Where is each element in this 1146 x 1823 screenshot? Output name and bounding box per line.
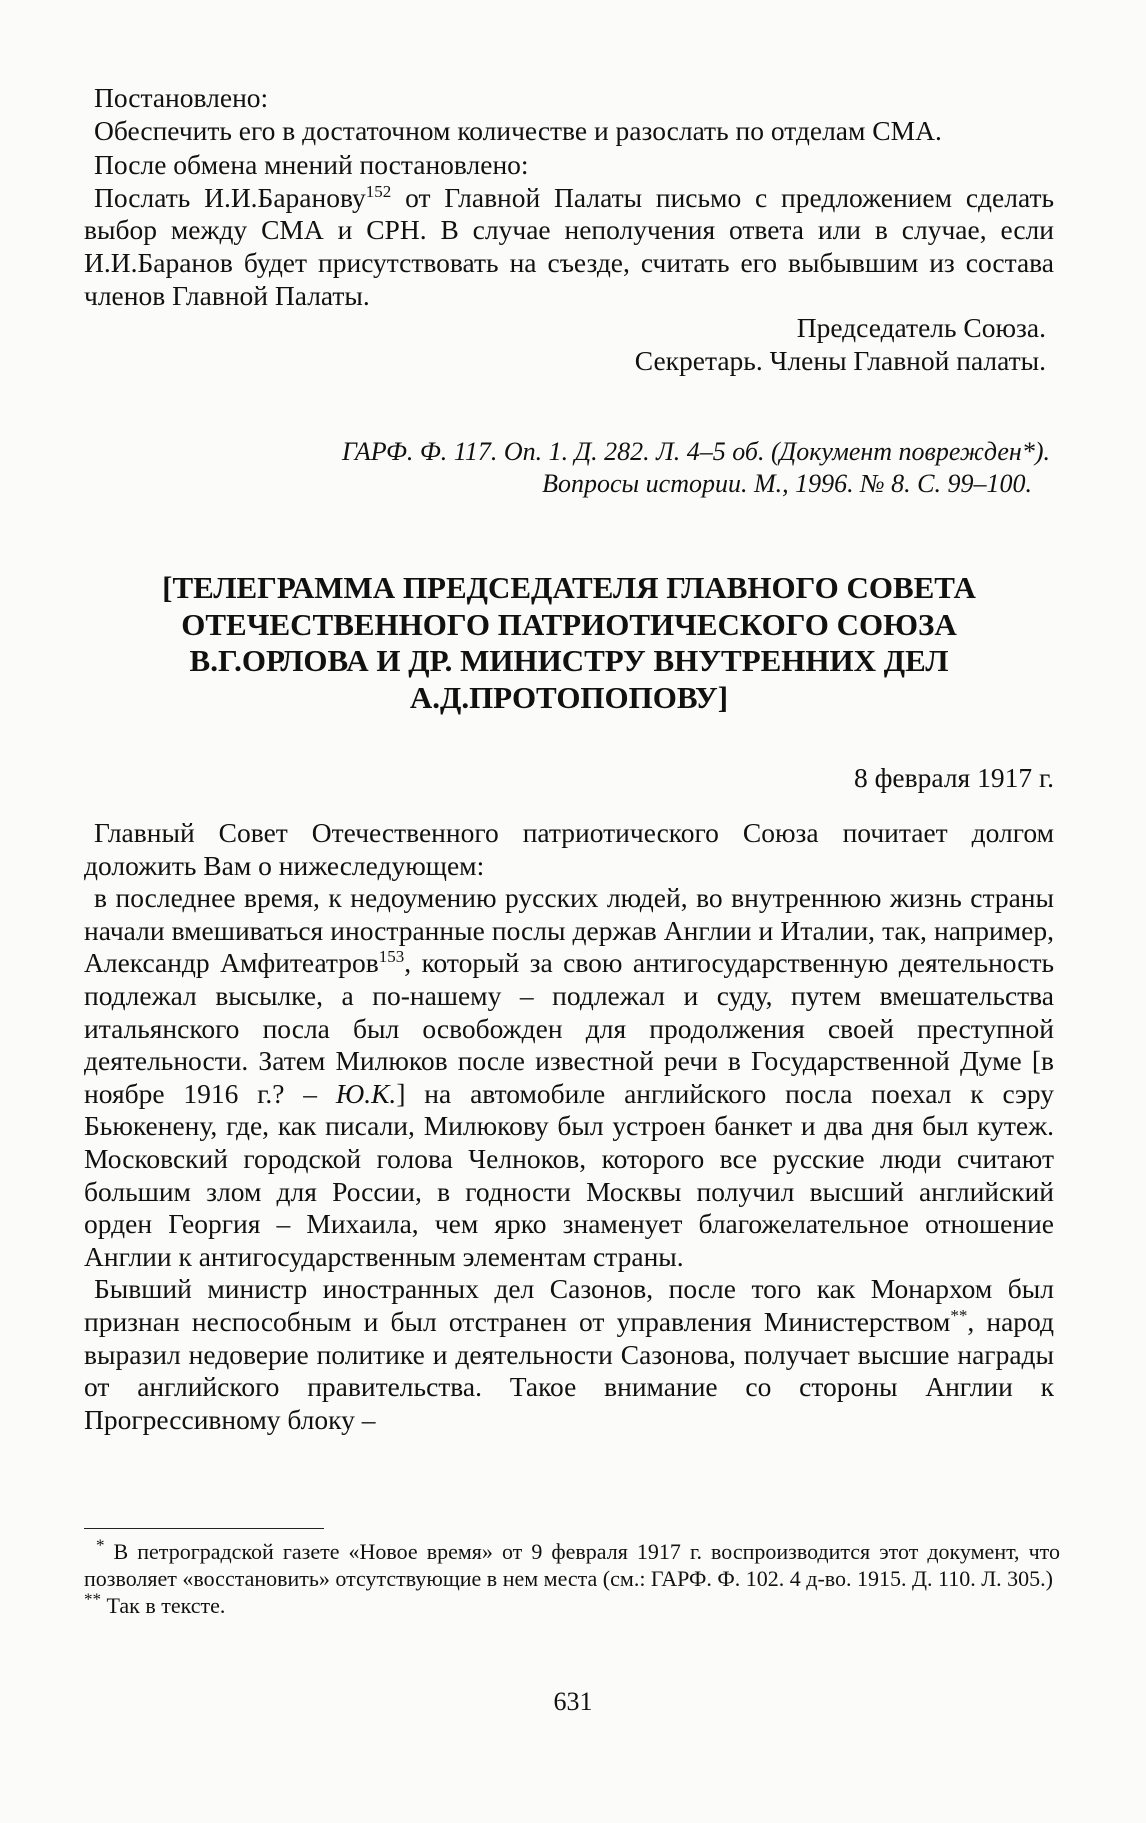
source-line-1: ГАРФ. Ф. 117. Оп. 1. Д. 282. Л. 4–5 об. (Документ поврежден*).: [342, 437, 1050, 466]
editor-initials: Ю.К.: [335, 1077, 397, 1109]
signature-chairman: Председатель Союза.: [796, 312, 1046, 344]
resolved-heading-2: После обмена мнений постановлено:: [94, 149, 529, 181]
body-paragraph-1: Главный Совет Отечественного патриотического Союза почитает долгом доложить Вам о нижеследующем:: [84, 817, 1054, 881]
footnote-rule: [84, 1528, 324, 1529]
resolved-text-1: Обеспечить его в достаточном количестве и разослать по отделам СМА.: [94, 114, 942, 146]
archival-source: [120, 436, 1050, 500]
footnotes: [84, 1535, 1060, 1619]
endnote-152: 152: [365, 181, 392, 201]
body-paragraph-3: [84, 1273, 1054, 1436]
footnote-2-text: Так в тексте.: [101, 1593, 226, 1618]
body-paragraph-2-part-c: ] на автомобиле английского посла поехал к сэру Бьюкенену, где, как писали, Милюкову был устроен банкет и два дня был кутеж. Московский городской голова Челноков, которого все русские люди считают большим злом для России, в годности Москвы получил высший английский орден Георгия – Михаила, чем ярко знаменует благожелательное отношение Англии к антигосударственным элементам страны.: [84, 1077, 1054, 1272]
resolved-heading-1: Постановлено:: [94, 82, 269, 113]
footnote-2-mark: **: [84, 1589, 101, 1609]
body-paragraph-2-part-a: в последнее время, к недоумению русских людей, во внутреннюю жизнь страны начали вмешиваться иностранные послы держав Англии и Италии, так, например, Александр Амфитеатров: [84, 882, 1054, 979]
footnote-1: [84, 1535, 1060, 1592]
footnote-1-mark: *: [96, 1535, 105, 1555]
heading-line-3: В.Г.ОРЛОВА И ДР. МИНИСТРУ ВНУТРЕННИХ ДЕЛ: [189, 643, 949, 678]
footnote-2: [84, 1589, 1060, 1619]
footnote-ref-2: **: [950, 1305, 968, 1325]
source-line-2: Вопросы истории. М., 1996. № 8. С. 99–100.: [542, 469, 1032, 498]
body-paragraph-2-part-b: , который за свою антигосударственную деятельность подлежал высылке, а по-нашему – подлежал и суду, путем вмешательства итальянского посла был освобожден для продолжения своей преступной деятельности. Затем Милюков после известной речи в Государственной Думе [в ноябре 1916 г.? –: [84, 947, 1055, 1109]
page-number: 631: [553, 1687, 593, 1716]
resolved-text-2-part-a: Послать И.И.Баранову: [94, 181, 366, 213]
signature-secretary: Секретарь. Члены Главной палаты.: [634, 344, 1046, 376]
document-date: 8 февраля 1917 г.: [853, 762, 1054, 793]
endnote-153: 153: [378, 947, 405, 967]
body-paragraph-3-part-a: Бывший министр иностранных дел Сазонов, после того как Монархом был признан неспособным и был отстранен от управления Министерством: [84, 1273, 1054, 1337]
document-heading: [84, 570, 1054, 716]
body-paragraph-3-part-b: , народ выразил недоверие политике и деятельности Сазонова, получает высшие награды от английского правительства. Такое внимание со стороны Англии к Прогрессивному блоку –: [84, 1305, 1055, 1435]
heading-line-1: [ТЕЛЕГРАММА ПРЕДСЕДАТЕЛЯ ГЛАВНОГО СОВЕТА: [162, 570, 976, 605]
top-resolution-block: [84, 82, 1054, 377]
resolved-text-2-part-b: от Главной Палаты письмо с предложением сделать выбор между СМА и СРН. В случае неполучения ответа или в случае, если И.И.Баранов будет присутствовать на съезде, считать его выбывшим из состава членов Главной Палаты.: [84, 181, 1055, 311]
resolved-text-2: [84, 182, 1054, 312]
body-paragraph-2: [84, 882, 1054, 1273]
footnote-1-text: В петроградской газете «Новое время» от 9 февраля 1917 г. воспроизводится этот документ, что позволяет «восстановить» отсутствующие в нем места (см.: ГАРФ. Ф. 102. 4 д-во. 1915. Д. 110. Л. 305.): [84, 1539, 1060, 1591]
heading-line-2: ОТЕЧЕСТВЕННОГО ПАТРИОТИЧЕСКОГО СОЮЗА: [181, 606, 957, 642]
telegram-body: [84, 817, 1054, 1436]
heading-line-4: А.Д.ПРОТОПОПОВУ]: [409, 679, 729, 715]
